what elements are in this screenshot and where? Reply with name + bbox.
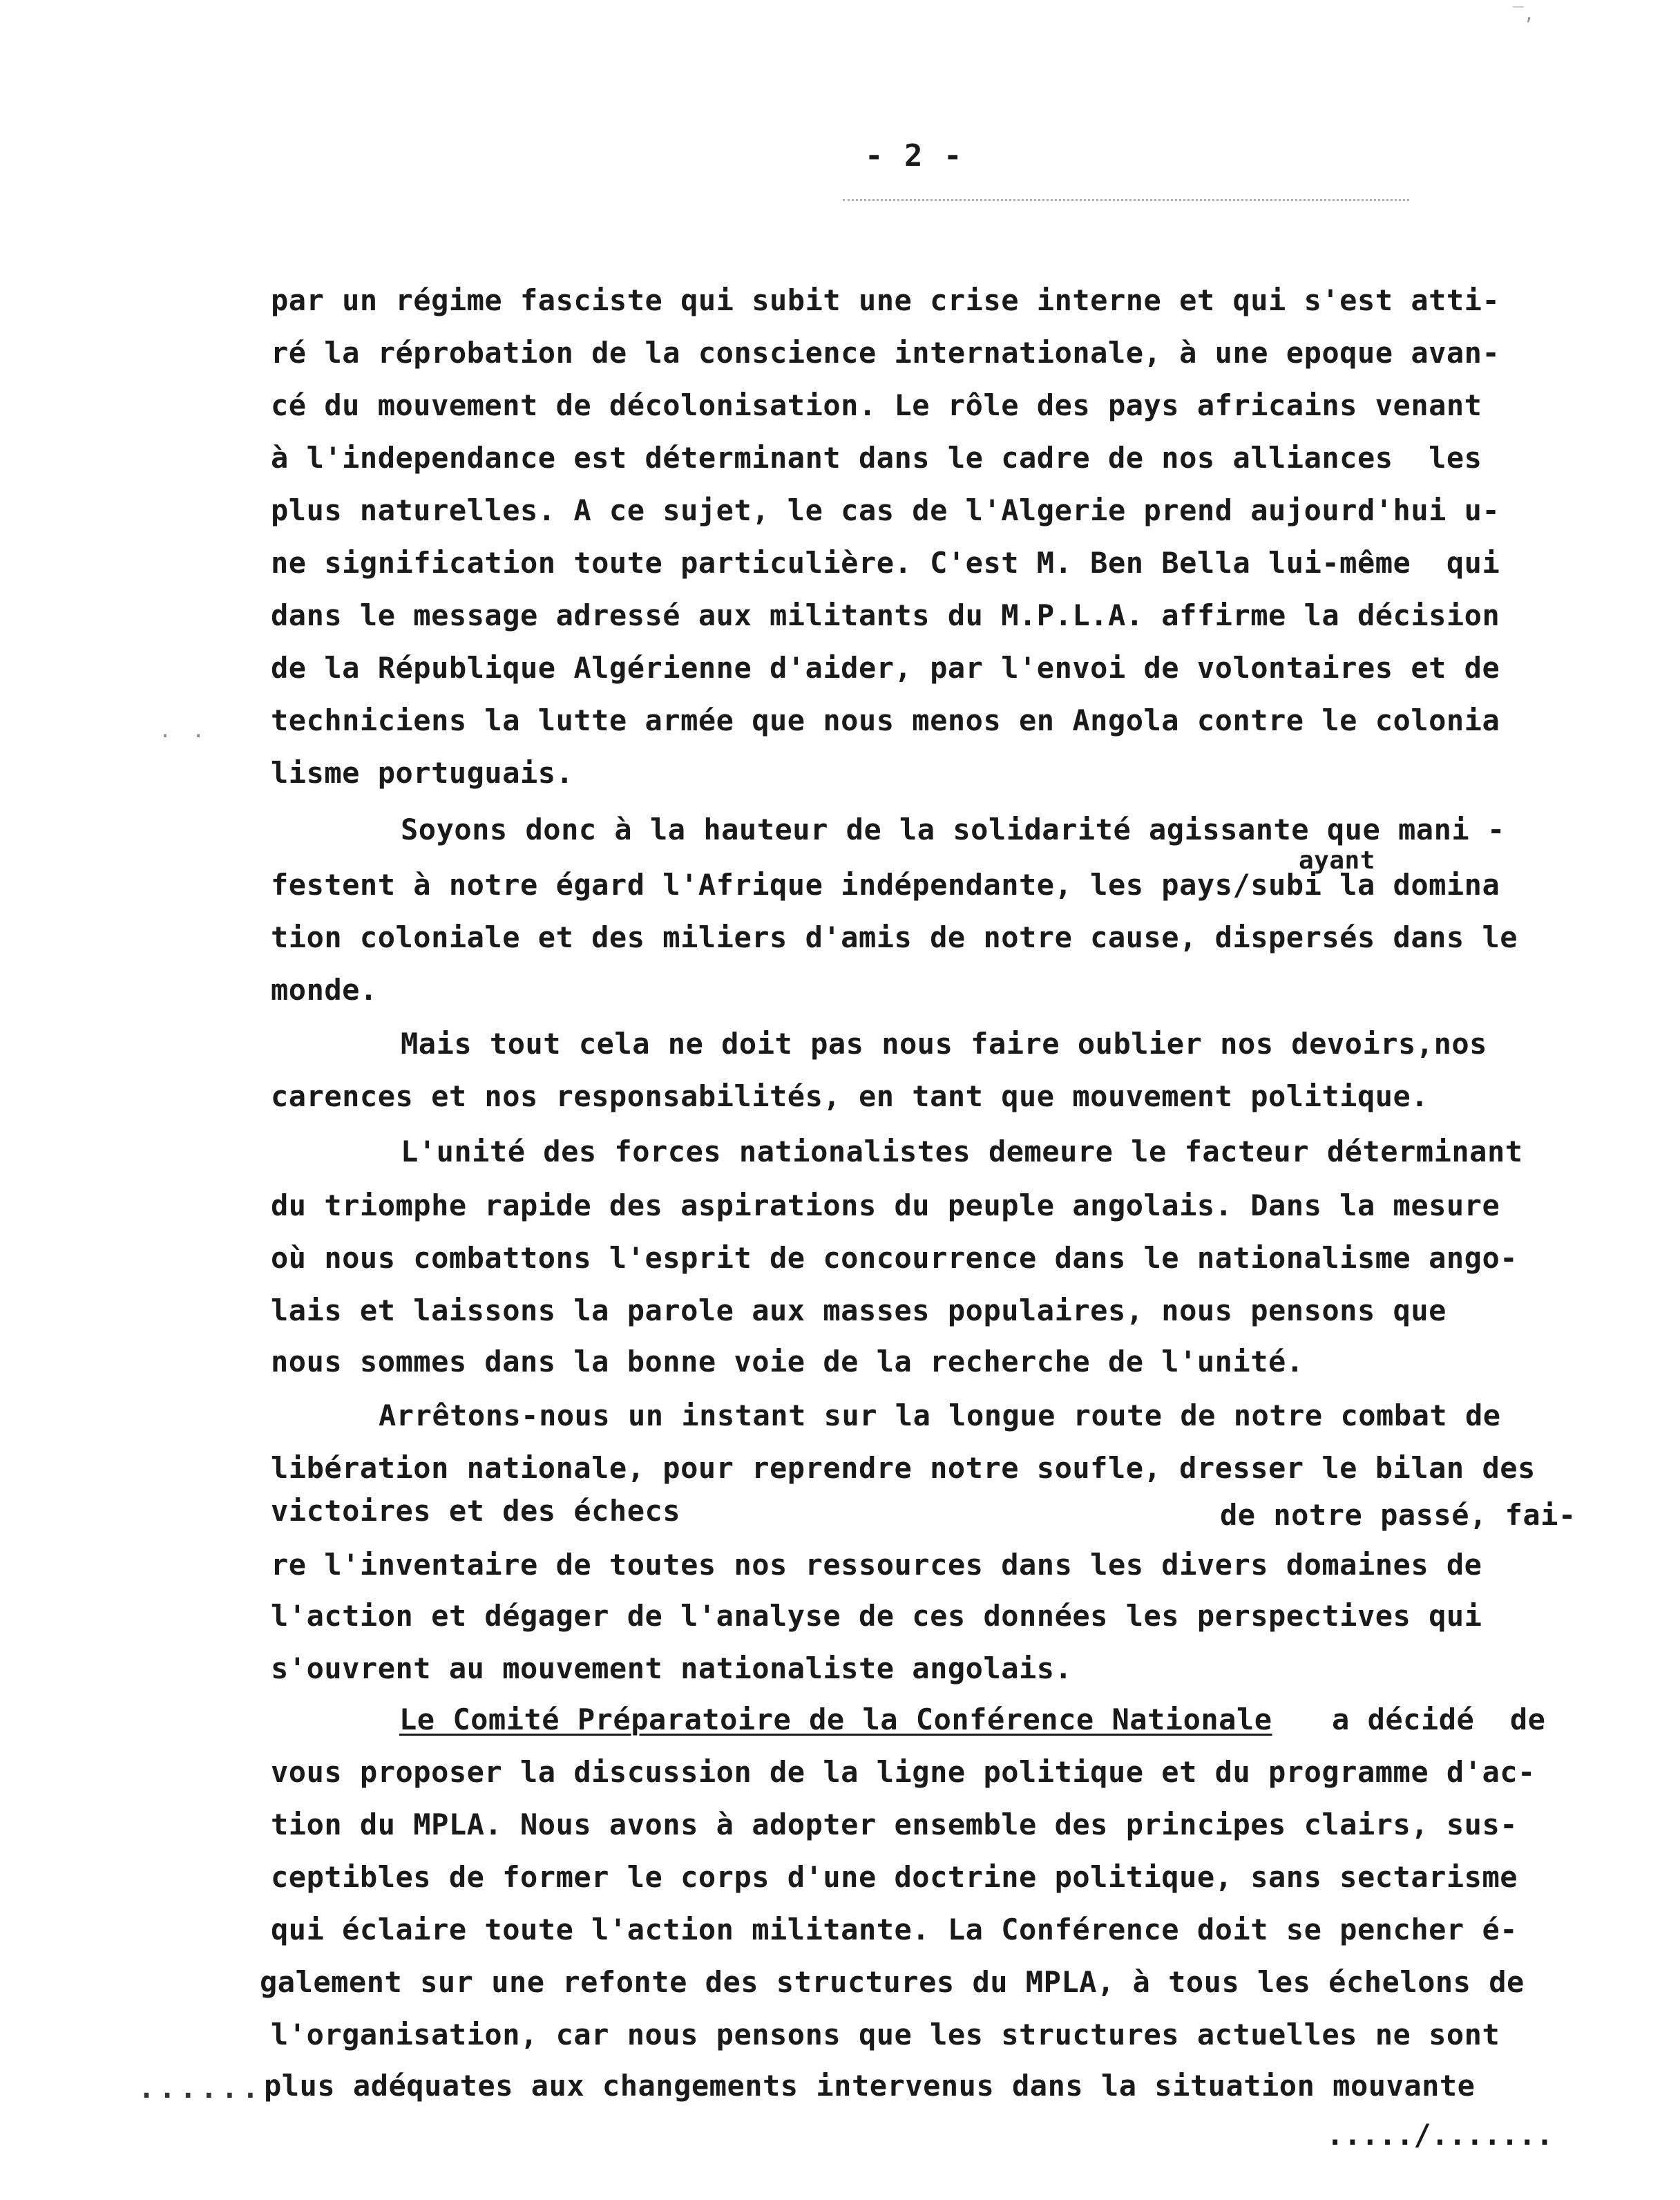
corner-mark: ‾, bbox=[1513, 4, 1535, 25]
text-line: Mais tout cela ne doit pas nous faire oublier nos devoirs,nos bbox=[401, 1027, 1487, 1061]
page-number: - 2 - bbox=[865, 138, 964, 173]
insertion-above-line: ayant bbox=[1299, 846, 1375, 875]
text-line: nous sommes dans la bonne voie de la recherche de l'unité. bbox=[271, 1345, 1304, 1378]
text-line: plus naturelles. A ce sujet, le cas de l'Algerie prend aujourd'hui u- bbox=[271, 493, 1500, 527]
text-line: Soyons donc à la hauteur de la solidarité agissante que mani - bbox=[401, 813, 1505, 846]
text-line: ne signification toute particulière. C'est M. Ben Bella lui-même qui bbox=[271, 546, 1500, 580]
text-line: s'ouvrent au mouvement nationaliste angolais. bbox=[271, 1651, 1073, 1685]
text-line: a décidé de bbox=[1332, 1703, 1546, 1736]
text-line: du triomphe rapide des aspirations du peuple angolais. Dans la mesure bbox=[271, 1188, 1500, 1222]
text-line: tion du MPLA. Nous avons à adopter ensemble des principes clairs, sus- bbox=[271, 1808, 1518, 1841]
text-line: re l'inventaire de toutes nos ressources dans les divers domaines de bbox=[271, 1548, 1482, 1582]
text-line: de notre passé, fai- bbox=[1220, 1498, 1576, 1532]
text-line: carences et nos responsabilités, en tant que mouvement politique. bbox=[271, 1079, 1429, 1113]
text-line: par un régime fasciste qui subit une crise interne et qui s'est atti- bbox=[271, 283, 1500, 317]
text-line: cé du mouvement de décolonisation. Le rôle des pays africains venant bbox=[271, 388, 1482, 422]
text-line: l'organisation, car nous pensons que les structures actuelles ne sont bbox=[271, 2018, 1500, 2051]
text-line: lais et laissons la parole aux masses populaires, nous pensons que bbox=[271, 1293, 1447, 1327]
text-line: qui éclaire toute l'action militante. La Conférence doit se pencher é- bbox=[271, 1913, 1518, 1946]
text-line: techniciens la lutte armée que nous menos en Angola contre le colonia bbox=[271, 703, 1500, 737]
text-line: de la République Algérienne d'aider, par l'envoi de volontaires et de bbox=[271, 651, 1500, 685]
text-line: dans le message adressé aux militants du M.P.L.A. affirme la décision bbox=[271, 598, 1500, 632]
text-line: galement sur une refonte des structures du MPLA, à tous les échelons de bbox=[260, 1965, 1525, 1999]
text-line: tion coloniale et des miliers d'amis de notre cause, dispersés dans le bbox=[271, 920, 1518, 954]
text-line: L'unité des forces nationalistes demeure le facteur déterminant bbox=[401, 1135, 1523, 1168]
text-line: victoires et des échecs bbox=[271, 1494, 681, 1528]
text-line: plus adéquates aux changements intervenus dans la situation mouvante bbox=[264, 2069, 1476, 2103]
underlined-heading: Le Comité Préparatoire de la Conférence Nationale bbox=[399, 1703, 1272, 1736]
text-line: l'action et dégager de l'analyse de ces données les perspectives qui bbox=[271, 1599, 1482, 1633]
text-line: lisme portuguais. bbox=[271, 756, 574, 790]
margin-specks: . . bbox=[159, 719, 209, 743]
text-line: Arrêtons-nous un instant sur la longue route de notre combat de bbox=[379, 1398, 1501, 1432]
text-line: ceptibles de former le corps d'une doctrine politique, sans sectarisme bbox=[271, 1860, 1518, 1894]
text-line: où nous combattons l'esprit de concourrence dans le nationalisme ango- bbox=[271, 1241, 1518, 1275]
text-line: monde. bbox=[271, 973, 378, 1007]
text-line: vous proposer la discussion de la ligne politique et du programme d'ac- bbox=[271, 1755, 1536, 1789]
text-line: ré la réprobation de la conscience internationale, à une epoque avan- bbox=[271, 336, 1500, 370]
text-line: libération nationale, pour reprendre notre soufle, dresser le bilan des bbox=[271, 1451, 1536, 1485]
text-line: à l'independance est déterminant dans le cadre de nos alliances les bbox=[271, 441, 1482, 475]
continuation-mark: ...../....... bbox=[1326, 2118, 1554, 2152]
text-line: festent à notre égard l'Afrique indépendante, les pays/subi la domina bbox=[271, 868, 1500, 902]
margin-specks: ...... bbox=[138, 2073, 263, 2105]
header-rule bbox=[843, 199, 1409, 201]
